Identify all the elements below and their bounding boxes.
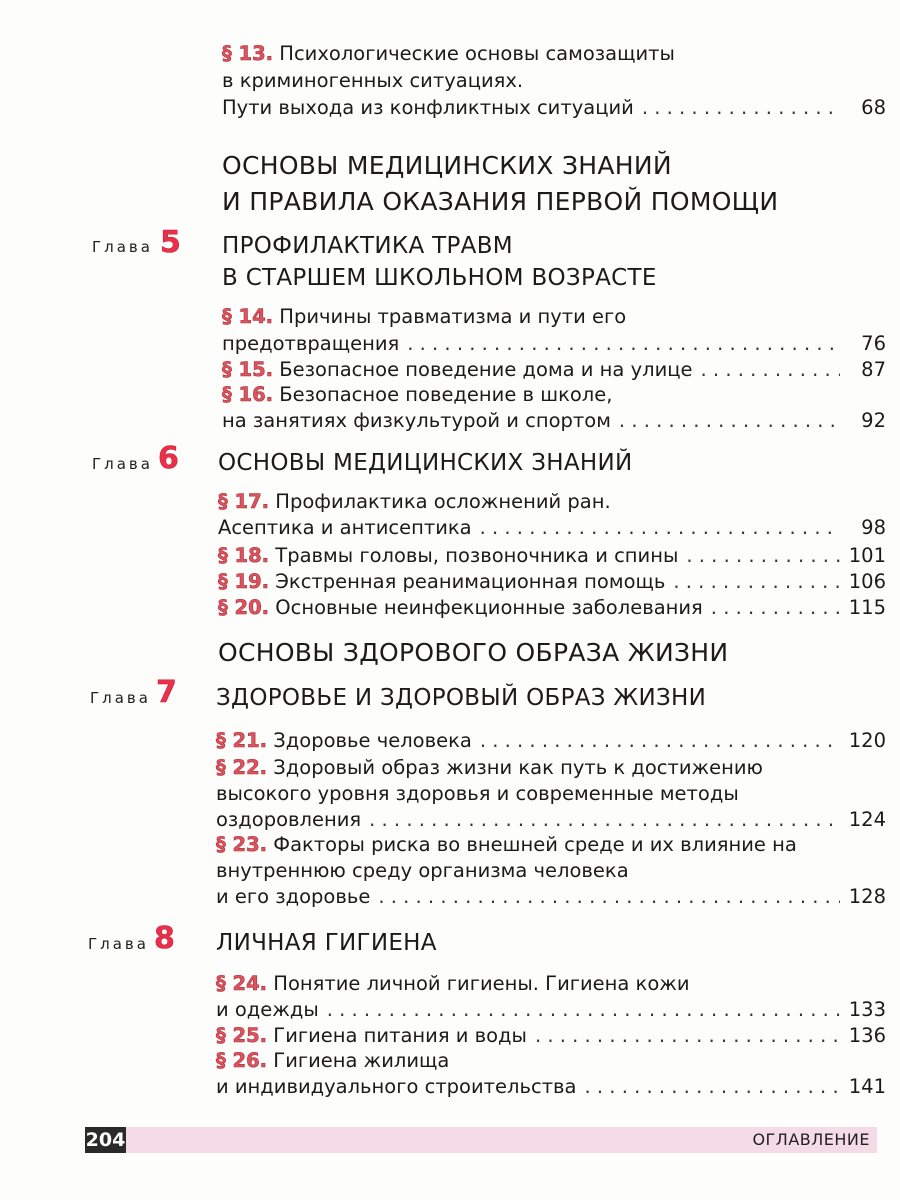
section-title-line: Гигиена жилища xyxy=(273,1049,450,1072)
toc-entry-s13[interactable] xyxy=(222,42,886,122)
chapter-number: 7 xyxy=(156,675,177,710)
section-title-line: Пути выхода из конфликтных ситуаций xyxy=(222,96,634,119)
leader-dots xyxy=(407,332,840,356)
footer-running-title: ОГЛАВЛЕНИЕ xyxy=(752,1130,870,1149)
section-number: § 20. xyxy=(218,596,270,619)
section-number: § 21. xyxy=(216,729,268,752)
leader-dots xyxy=(686,544,840,568)
toc-entry-s16[interactable] xyxy=(222,383,886,435)
toc-entry-s20[interactable] xyxy=(218,596,886,620)
section-number: § 14. xyxy=(222,305,274,328)
section-title-line: Понятие личной гигиены. Гигиена кожи xyxy=(273,972,690,995)
toc-entry-s18[interactable] xyxy=(218,544,886,568)
toc-entry-s26[interactable] xyxy=(216,1049,886,1101)
section-title-line: в криминогенных ситуациях. xyxy=(222,69,524,92)
chapter-label: Глава xyxy=(90,689,151,707)
leader-dots xyxy=(642,96,840,120)
chapter-number: 8 xyxy=(154,921,175,956)
leader-dots xyxy=(673,570,840,594)
section-title-line: на занятиях физкультурой и спортом xyxy=(222,409,611,432)
chapter-number: 6 xyxy=(158,441,179,476)
page-number: 68 xyxy=(861,96,886,119)
page-number: 141 xyxy=(848,1075,886,1098)
section-title-line: Асептика и антисептика xyxy=(218,516,472,539)
section-number: § 26. xyxy=(216,1049,268,1072)
toc-entry-s25[interactable] xyxy=(216,1024,886,1048)
section-title-line: Безопасное поведение в школе, xyxy=(279,383,613,406)
section-title-line: высокого уровня здоровья и современные методы xyxy=(216,782,739,805)
part-heading: И ПРАВИЛА ОКАЗАНИЯ ПЕРВОЙ ПОМОЩИ xyxy=(222,187,779,216)
toc-entry-s15[interactable] xyxy=(222,358,886,382)
page-number: 76 xyxy=(861,332,886,355)
leader-dots xyxy=(327,998,840,1022)
section-title-line: Безопасное поведение дома и на улице xyxy=(279,358,693,381)
part-heading: ОСНОВЫ ЗДОРОВОГО ОБРАЗА ЖИЗНИ xyxy=(218,638,729,667)
section-title-line: Здоровье человека xyxy=(273,729,472,752)
toc-entry-s14[interactable] xyxy=(222,305,886,357)
section-title-line: Травмы головы, позвоночника и спины xyxy=(275,544,679,567)
page-number: 106 xyxy=(848,570,886,593)
section-title-line: Здоровый образ жизни как путь к достижению xyxy=(273,756,763,779)
toc-entry-s19[interactable] xyxy=(218,570,886,594)
leader-dots xyxy=(369,808,840,832)
section-title-line: оздоровления xyxy=(216,808,362,831)
toc-entry-s22[interactable] xyxy=(216,756,886,834)
page-number: 136 xyxy=(848,1024,886,1047)
chapter-title[interactable]: В СТАРШЕМ ШКОЛЬНОМ ВОЗРАСТЕ xyxy=(222,265,657,291)
chapter-number: 5 xyxy=(160,225,181,260)
page-number: 98 xyxy=(861,516,886,539)
leader-dots xyxy=(711,596,840,620)
section-number: § 15. xyxy=(222,358,274,381)
leader-dots xyxy=(378,885,840,909)
chapter-label: Глава xyxy=(88,935,149,953)
page-number: 115 xyxy=(848,596,886,619)
chapter-title[interactable]: ЛИЧНАЯ ГИГИЕНА xyxy=(216,930,437,956)
toc-entry-s17[interactable] xyxy=(218,490,886,542)
section-number: § 13. xyxy=(222,42,274,65)
toc-entry-s24[interactable] xyxy=(216,972,886,1024)
section-title-line: и его здоровье xyxy=(216,885,371,908)
footer-page-number: 204 xyxy=(85,1129,126,1151)
page-number: 128 xyxy=(848,885,886,908)
section-title-line: Профилактика осложнений ран. xyxy=(275,490,611,513)
section-title-line: Факторы риска во внешней среде и их влияние на xyxy=(273,833,797,856)
page-number: 124 xyxy=(848,808,886,831)
section-number: § 19. xyxy=(218,570,270,593)
section-number: § 18. xyxy=(218,544,270,567)
section-number: § 25. xyxy=(216,1024,268,1047)
chapter-title[interactable]: ЗДОРОВЬЕ И ЗДОРОВЫЙ ОБРАЗ ЖИЗНИ xyxy=(216,685,707,711)
section-title-line: Гигиена питания и воды xyxy=(273,1024,527,1047)
leader-dots xyxy=(480,516,840,540)
page-number: 92 xyxy=(861,409,886,432)
section-number: § 17. xyxy=(218,490,270,513)
section-title-line: Экстренная реанимационная помощь xyxy=(275,570,666,593)
leader-dots xyxy=(585,1075,841,1099)
section-number: § 16. xyxy=(222,383,274,406)
section-title-line: Основные неинфекционные заболевания xyxy=(275,596,703,619)
section-title-line: и одежды xyxy=(216,998,319,1021)
toc-entry-s23[interactable] xyxy=(216,833,886,911)
chapter-title[interactable]: ОСНОВЫ МЕДИЦИНСКИХ ЗНАНИЙ xyxy=(218,450,633,476)
page-number: 133 xyxy=(848,998,886,1021)
part-heading: ОСНОВЫ МЕДИЦИНСКИХ ЗНАНИЙ xyxy=(222,151,672,180)
section-title-line: Причины травматизма и пути его xyxy=(279,305,627,328)
section-title-line: внутреннюю среду организма человека xyxy=(216,859,629,882)
chapter-label: Глава xyxy=(92,238,153,256)
leader-dots xyxy=(619,409,840,433)
page-number: 101 xyxy=(848,544,886,567)
section-number: § 23. xyxy=(216,833,268,856)
toc-entry-s21[interactable] xyxy=(216,729,886,753)
section-title-line: предотвращения xyxy=(222,332,400,355)
chapter-label: Глава xyxy=(92,455,153,473)
chapter-title[interactable]: ПРОФИЛАКТИКА ТРАВМ xyxy=(222,233,513,259)
section-number: § 24. xyxy=(216,972,268,995)
leader-dots xyxy=(535,1024,840,1048)
section-title-line: и индивидуального строительства xyxy=(216,1075,577,1098)
section-number: § 22. xyxy=(216,756,268,779)
leader-dots xyxy=(480,729,840,753)
page-number: 87 xyxy=(861,358,886,381)
section-title-line: Психологические основы самозащиты xyxy=(279,42,675,65)
leader-dots xyxy=(701,358,840,382)
page-number: 120 xyxy=(848,729,886,752)
